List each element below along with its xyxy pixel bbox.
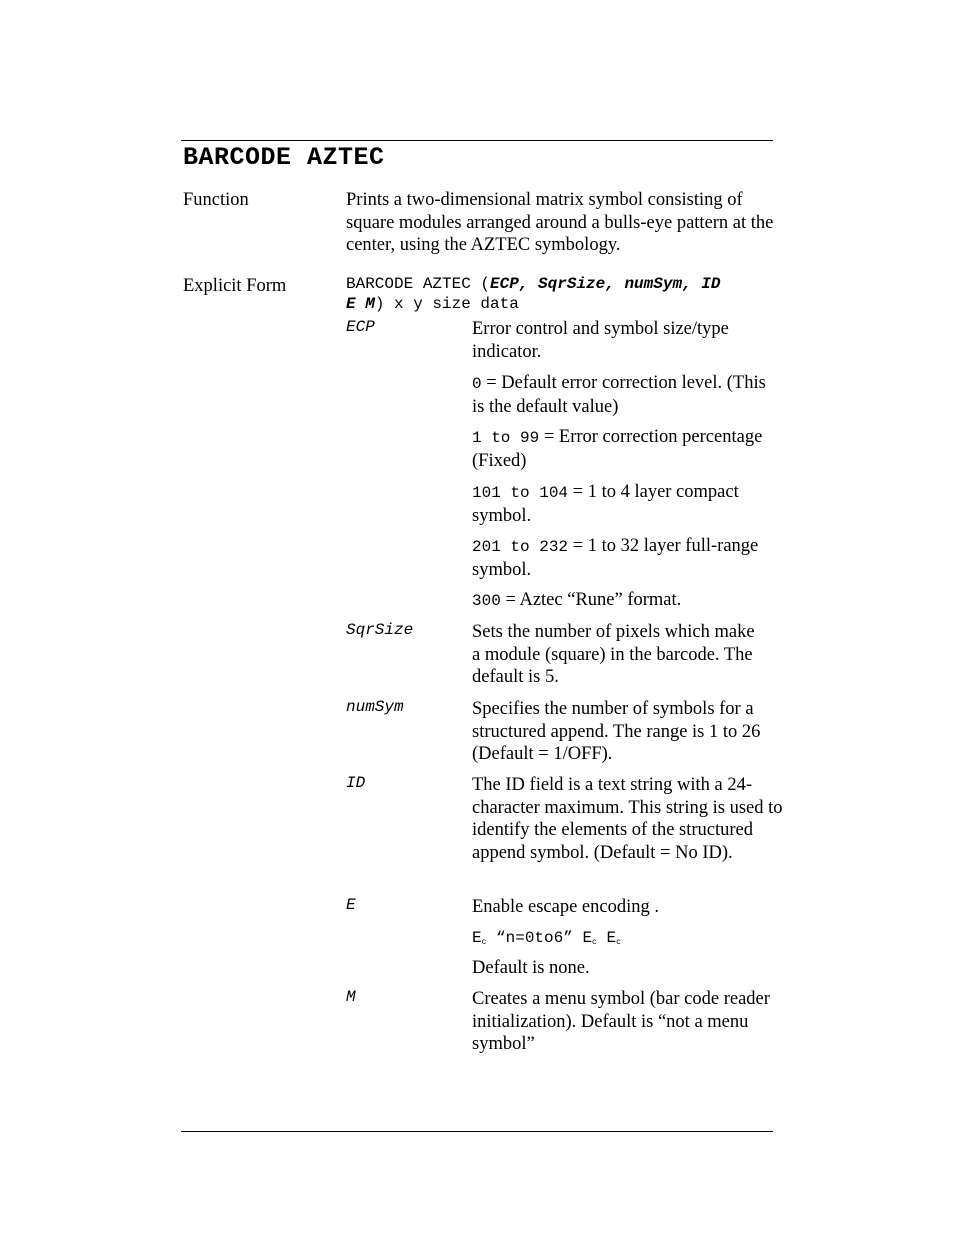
syntax-suffix: ) x y size data [374, 294, 519, 313]
escape-c2: c [592, 938, 597, 947]
param-desc-numsym: Specifies the number of symbols for a structured append. The range is 1 to 26 (Default = 1/OFF). [472, 699, 761, 764]
ecp-option-201-232 [472, 535, 762, 581]
ecp-option-1-99-text: = Error correction percentage (Fixed) [472, 427, 763, 471]
top-rule [181, 140, 773, 141]
param-desc-id: The ID field is a text string with a 24-character maximum. This string is used to identify the elements of the structured append symbol. (Default = No ID). [472, 775, 783, 863]
ecp-option-201-232-code: 201 to 232 [472, 538, 569, 556]
explicit-form-label: Explicit Form [183, 276, 287, 296]
syntax-params-line2: E M [346, 294, 375, 313]
ecp-option-0 [472, 372, 772, 418]
ecp-option-0-code: 0 [472, 375, 482, 393]
escape-c1: c [481, 938, 487, 947]
bottom-rule [181, 1131, 773, 1132]
param-name-m: M [346, 988, 356, 1006]
ecp-option-0-text: = Default error correction level. (This is the default value) [472, 373, 766, 417]
escape-mid: “n=0to6” [486, 929, 583, 947]
param-desc-sqrsize: Sets the number of pixels which make a module (square) in the barcode. The default is 5. [472, 622, 755, 687]
function-text: Prints a two-dimensional matrix symbol consisting of square modules arranged around a bulls-eye pattern at the center, using the AZTEC symbology. [346, 190, 774, 255]
param-name-id: ID [346, 774, 366, 792]
param-e-default: Default is none. [472, 958, 590, 978]
param-desc-m: Creates a menu symbol (bar code reader initialization). Default is “not a menu symbol” [472, 989, 770, 1054]
escape-sequence [472, 929, 772, 947]
page-title: BARCODE AZTEC [183, 143, 385, 172]
escape-c3: c [616, 938, 621, 947]
ecp-option-101-104 [472, 481, 782, 527]
param-name-e: E [346, 896, 356, 914]
function-label: Function [183, 190, 249, 210]
escape-e3: E [596, 929, 617, 947]
ecp-option-300-text: = Aztec “Rune” format. [500, 590, 682, 610]
syntax-params-line1: ECP, SqrSize, numSym, ID [490, 275, 721, 293]
escape-e2: E [582, 929, 593, 947]
param-name-ecp: ECP [346, 318, 375, 336]
ecp-option-300 [472, 589, 772, 613]
syntax-prefix: BARCODE AZTEC ( [346, 275, 491, 293]
explicit-form-syntax [346, 275, 786, 314]
ecp-option-101-104-text: = 1 to 4 layer compact symbol. [472, 482, 739, 526]
escape-e1: E [472, 929, 482, 947]
param-desc-e: Enable escape encoding . [472, 897, 659, 917]
ecp-option-201-232-text: = 1 to 32 layer full-range symbol. [472, 536, 759, 580]
ecp-option-1-99 [472, 426, 772, 472]
param-name-numsym: numSym [346, 698, 404, 716]
param-desc-ecp: Error control and symbol size/type indicator. [472, 319, 729, 362]
ecp-option-1-99-code: 1 to 99 [472, 429, 540, 447]
param-name-sqrsize: SqrSize [346, 621, 414, 639]
ecp-option-300-code: 300 [472, 592, 501, 610]
ecp-option-101-104-code: 101 to 104 [472, 484, 569, 502]
